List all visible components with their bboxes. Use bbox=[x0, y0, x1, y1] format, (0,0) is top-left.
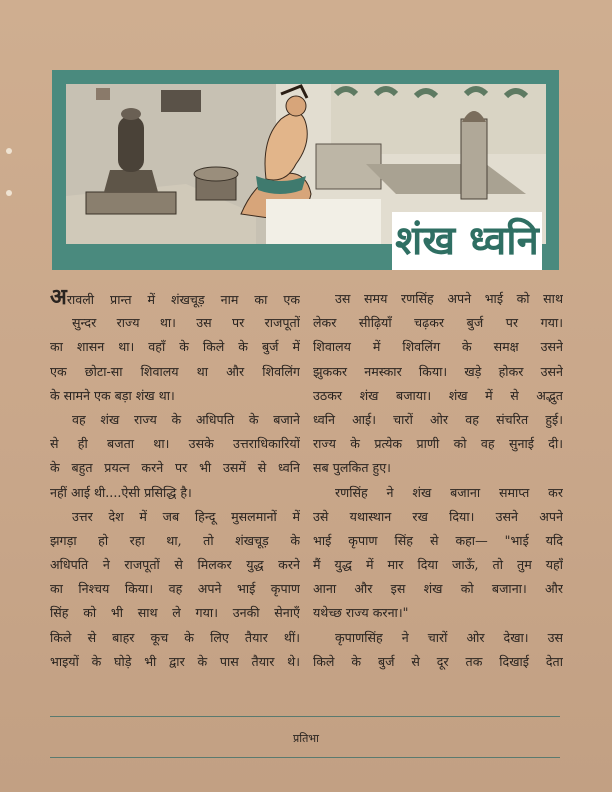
text-line: झगड़ा हो रहा था, तो शंखचूड़ के bbox=[50, 532, 300, 548]
drop-cap: अ bbox=[50, 287, 67, 310]
text-line: से ही बजता था। उसके उत्तराधिकारियों bbox=[50, 436, 300, 452]
text-line: भाई कृपाण सिंह से कहा— "भाई यदि bbox=[313, 532, 563, 548]
text-line: उसे यथास्थान रख दिया। उसने अपने bbox=[313, 508, 563, 524]
footer-magazine-name: प्रतिभा bbox=[293, 732, 319, 745]
text-line: किले के बुर्ज से दूर तक दिखाई देता bbox=[313, 653, 563, 669]
binding-hole bbox=[6, 148, 12, 154]
text-line: का निश्चय किया। वह अपने भाई कृपाण bbox=[50, 581, 300, 597]
text-line: शिवालय में शिवलिंग के समक्ष उसने bbox=[313, 339, 563, 355]
binding-hole bbox=[6, 190, 12, 196]
text-line: भाइयों के घोड़े भी द्वार के पास तैयार थे। bbox=[50, 653, 300, 669]
text-line: झुककर नमस्कार किया। खड़े होकर उसने bbox=[313, 363, 563, 379]
text-line: किले से बाहर कूच के लिए तैयार थीं। bbox=[50, 629, 300, 645]
text-line: उठकर शंख बजाया। शंख में से अद्भुत bbox=[313, 387, 563, 403]
text-line: के बहुत प्रयत्न करने पर भी उसमें से ध्वनि bbox=[50, 460, 300, 476]
text-line: ध्वनि आई। चारों ओर वह संचरित हुई। bbox=[313, 411, 563, 427]
text-line: एक छोटा-सा शिवालय था और शिवलिंग bbox=[50, 363, 300, 379]
divider-rule bbox=[50, 716, 560, 717]
text-line: अधिपति ने राजपूतों से मिलकर युद्ध करने bbox=[50, 557, 300, 573]
text-line: आना और इस शंख को बजाना। और bbox=[313, 581, 563, 597]
text-line: अरावली प्रान्त में शंखचूड़ नाम का एक bbox=[50, 287, 300, 311]
text-column-right bbox=[313, 287, 563, 674]
text-line: कृपाणसिंह ने चारों ओर देखा। उस bbox=[335, 629, 563, 645]
text-column-left bbox=[50, 287, 300, 674]
divider-rule bbox=[50, 757, 560, 758]
text-line: उस समय रणसिंह अपने भाई को साथ bbox=[335, 291, 563, 306]
text-line: राज्य के प्रत्येक प्राणी को वह सुनाई दी। bbox=[313, 436, 563, 452]
title-box bbox=[392, 212, 542, 270]
text-line: का शासन था। वहाँ के किले के बुर्ज में bbox=[50, 339, 300, 355]
text-line: यथेच्छ राज्य करना।" bbox=[313, 605, 409, 621]
text-line: उत्तर देश में जब हिन्दू मुसलमानों में bbox=[72, 508, 300, 524]
story-title: शंख ध्वनि bbox=[395, 218, 539, 264]
text-line: मैं युद्ध में मार दिया जाऊँ, तो तुम यहाँ bbox=[313, 557, 563, 573]
text-line: सब पुलकित हुए। bbox=[313, 460, 391, 476]
text-line: सुन्दर राज्य था। उस पर राजपूतों bbox=[72, 315, 300, 331]
text-line: वह शंख राज्य के अधिपति के बजाने bbox=[72, 411, 300, 427]
text-line: के सामने एक बड़ा शंख था। bbox=[50, 387, 175, 403]
text-line: लेकर सीढ़ियाँ चढ़कर बुर्ज पर गया। bbox=[313, 315, 563, 331]
text-line: सिंह को भी साथ ले गया। उनकी सेनाएँ bbox=[50, 605, 300, 621]
text-line: नहीं आई थी....ऐसी प्रसिद्धि है। bbox=[50, 484, 192, 500]
text-line: रणसिंह ने शंख बजाना समाप्त कर bbox=[335, 484, 563, 500]
